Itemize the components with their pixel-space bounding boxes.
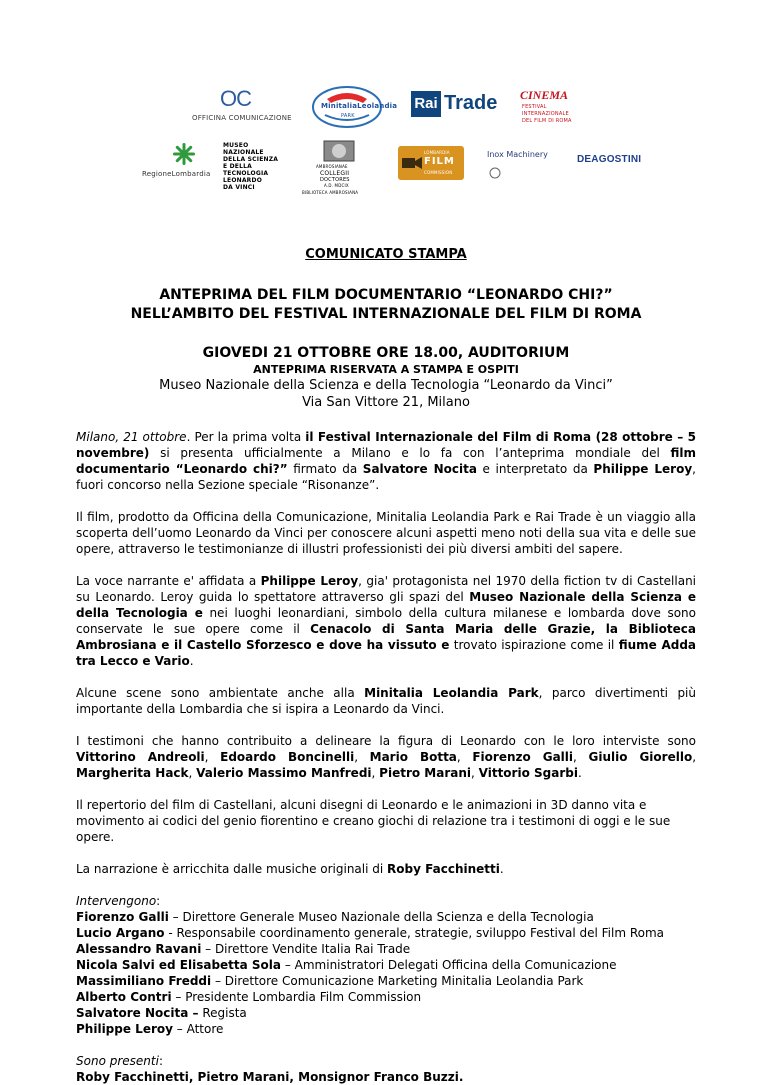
museo-line: DELLA SCIENZA xyxy=(223,156,279,163)
text-run: si presenta ufficialmente a Milano e lo fa con l’anteprima mondiale del xyxy=(149,446,671,460)
text-run: : xyxy=(158,1054,163,1068)
speakers-list xyxy=(76,893,696,1037)
cinema-festival-logo xyxy=(516,86,576,130)
ambrosiana-l4: A.D. MDCIX xyxy=(324,183,349,188)
separator: , xyxy=(204,750,221,764)
paragraph-film: Il film, prodotto da Officina della Comunicazione, Minitalia Leolandia Park e Rai Trade è un viaggio alla scoperta dell’uomo Leonardo da Vinci per conoscere alcuni aspetti meno noti della sua vita e delle sue opere, attraverso le testimonianze di illustri professionisti dei più diversi ambiti del sapere. xyxy=(76,510,696,556)
film-camera-icon xyxy=(402,154,422,172)
event-date: GIOVEDI 21 OTTOBRE ORE 18.00, AUDITORIUM xyxy=(202,345,570,361)
speaker-name: Lucio Argano xyxy=(76,926,165,940)
press-release xyxy=(76,247,696,1085)
bold-run: Philippe Leroy xyxy=(260,574,359,588)
lombardia-film-logo xyxy=(398,146,464,180)
speakers-label: Intervengono xyxy=(76,894,157,908)
rai-word: Trade xyxy=(444,92,498,114)
museo-line: TECNOLOGIA xyxy=(223,170,269,177)
text-run: : xyxy=(156,894,161,908)
speaker-row xyxy=(76,1021,696,1037)
speaker-role: – Presidente Lombardia Film Commission xyxy=(171,990,422,1004)
cinema-sub2: INTERNAZIONALE xyxy=(522,111,569,117)
sponsor-logos xyxy=(0,0,768,200)
speaker-name: Nicola Salvi ed Elisabetta Sola xyxy=(76,958,282,972)
speaker-row xyxy=(76,925,696,941)
lombardia-name: RegioneLombardia xyxy=(142,170,211,178)
lfc-top: LOMBARDIA xyxy=(424,150,450,155)
bold-run: film documentario “Leonardo chi?” xyxy=(76,446,696,476)
rai-trade-logo xyxy=(411,91,501,117)
speaker-name: Massimiliano Freddi xyxy=(76,974,212,988)
cinema-sub3: DEL FILM DI ROMA xyxy=(522,118,572,124)
text-run: , fuori concorso nella Sezione speciale “Risonanze”. xyxy=(76,462,696,492)
ambrosiana-emblem-icon xyxy=(323,140,355,162)
text-run: , parco divertimenti più importante della Lombardia che si ispira a Leonardo da Vinci. xyxy=(76,686,697,716)
paragraph-music xyxy=(76,861,696,877)
minitalia-sub: PARK xyxy=(341,113,355,119)
text-run: La voce narrante e' affidata a xyxy=(76,574,261,588)
speaker-name: Alberto Contri xyxy=(76,990,172,1004)
ambrosiana-l3: DOCTORES xyxy=(320,177,350,183)
inox-name: Inox Machinery xyxy=(487,150,548,159)
separator: , xyxy=(471,766,479,780)
witness-name: Valerio Massimo Manfredi xyxy=(196,766,372,780)
regione-lombardia-logo xyxy=(142,143,226,179)
document-label: COMUNICATO STAMPA xyxy=(305,247,467,262)
ambrosiana-l5: BIBLIOTECA AMBROSIANA xyxy=(302,190,359,195)
speaker-role: – Direttore Vendite Italia Rai Trade xyxy=(201,942,411,956)
rai-box: Rai xyxy=(411,91,441,117)
title-line-2: NELL’AMBITO DEL FESTIVAL INTERNAZIONALE DEL FILM DI ROMA xyxy=(130,306,642,322)
witness-name: Vittorino Andreoli xyxy=(76,750,205,764)
lfc-bot: COMMISSION xyxy=(424,170,453,175)
officina-name: OFFICINA COMUNICAZIONE xyxy=(192,114,292,122)
present-names xyxy=(76,1069,696,1085)
event-venue: Museo Nazionale della Scienza e della Tecnologia “Leonardo da Vinci” xyxy=(159,378,613,393)
bold-run: Cenacolo di Santa Maria delle Grazie, la Biblioteca Ambrosiana e il Castello Sforzesco e dove ha vissuto e xyxy=(76,622,696,652)
separator: , xyxy=(692,750,697,764)
present-label: Sono presenti xyxy=(76,1054,159,1068)
bold-run: Roby Facchinetti xyxy=(387,862,500,876)
museo-line: MUSEO xyxy=(223,142,249,149)
speaker-row xyxy=(76,989,696,1005)
witness-name: Fiorenzo Galli xyxy=(472,750,574,764)
present-names-text: Roby Facchinetti, Pietro Marani, Monsignor Franco Buzzi. xyxy=(76,1070,464,1084)
witness-name: Giulio Giorello xyxy=(588,750,693,764)
museo-line: E DELLA xyxy=(223,163,252,170)
title-line-1: ANTEPRIMA DEL FILM DOCUMENTARIO “LEONARDO CHI?” xyxy=(159,287,613,303)
museo-logo xyxy=(223,142,279,202)
deagostini-logo xyxy=(577,154,657,168)
officina-logo xyxy=(192,86,292,126)
speaker-name: Salvatore Nocita – xyxy=(76,1006,199,1020)
bold-run: il Festival Internazionale del Film di Roma (28 ottobre – 5 novembre) xyxy=(76,430,696,460)
ambrosiana-logo xyxy=(302,140,376,200)
present-heading xyxy=(76,1053,696,1069)
speaker-role: – Direttore Generale Museo Nazionale della Scienza e della Tecnologia xyxy=(168,910,594,924)
deagostini-name: DEAGOSTINI xyxy=(577,154,642,165)
speaker-row xyxy=(76,973,696,989)
bold-run: Salvatore Nocita xyxy=(362,462,477,476)
witness-name: Mario Botta xyxy=(369,750,457,764)
lombardia-rose-icon xyxy=(172,143,196,165)
inox-seal-icon xyxy=(489,167,501,179)
museo-line: NAZIONALE xyxy=(223,149,264,156)
witness-name: Margherita Hack xyxy=(76,766,189,780)
minitalia-logo xyxy=(311,85,398,129)
text-run: nei luoghi leonardiani, simbolo della cultura milanese e lombarda dove sono conservate le sue opere come il xyxy=(76,606,696,636)
text-run: La narrazione è arricchita dalle musiche originali di xyxy=(76,862,388,876)
text-run: Alcune scene sono ambientate anche alla xyxy=(76,686,365,700)
lfc-mid: FILM xyxy=(424,156,455,167)
witness-name: Vittorio Sgarbi xyxy=(478,766,578,780)
speaker-role: Regista xyxy=(198,1006,247,1020)
text-run: firmato da xyxy=(287,462,363,476)
separator: , xyxy=(456,750,473,764)
speakers-heading xyxy=(76,893,696,909)
museo-line: LEONARDO xyxy=(223,177,262,184)
paragraph-witnesses xyxy=(76,733,696,781)
text-run: , gia' protagonista nel 1970 della fiction tv di Castellani su Leonardo. Leroy guida lo spettatore attraverso gli spazi del xyxy=(76,574,697,604)
dateline: Milano, 21 ottobre xyxy=(76,430,187,444)
text-run: . Per la prima volta xyxy=(186,430,306,444)
speaker-row xyxy=(76,941,696,957)
present-list xyxy=(76,1053,696,1085)
bold-run: fiume Adda tra Lecco e Vario xyxy=(76,638,697,668)
separator: , xyxy=(188,766,197,780)
bold-run: Minitalia Leolandia Park xyxy=(364,686,539,700)
separator: , xyxy=(354,750,370,764)
separator: , xyxy=(371,766,380,780)
separator: , xyxy=(573,750,589,764)
speaker-row xyxy=(76,1005,696,1021)
text-run: . xyxy=(189,654,194,668)
ambrosiana-l2: COLLEGII xyxy=(320,170,350,177)
event-subtitle: ANTEPRIMA RISERVATA A STAMPA E OSPITI xyxy=(253,363,519,376)
minitalia-name: MinitaliaLeolandia xyxy=(321,102,398,110)
inox-machinery-logo xyxy=(487,150,559,180)
ambrosiana-l1: AMBROSIANAE xyxy=(316,164,348,169)
speaker-row xyxy=(76,957,696,973)
paragraph-narrator xyxy=(76,573,696,669)
speaker-name: Alessandro Ravani xyxy=(76,942,202,956)
paragraph-scenes xyxy=(76,685,696,717)
text-run: . xyxy=(499,862,504,876)
speaker-name: Fiorenzo Galli xyxy=(76,910,169,924)
paragraph-intro xyxy=(76,429,696,493)
speaker-role: – Direttore Comunicazione Marketing Minitalia Leolandia Park xyxy=(211,974,584,988)
event-address: Via San Vittore 21, Milano xyxy=(302,395,470,410)
speaker-role: – Attore xyxy=(172,1022,224,1036)
text-run: . xyxy=(577,766,582,780)
speaker-name: Philippe Leroy xyxy=(76,1022,173,1036)
museo-line: DA VINCI xyxy=(223,184,255,191)
cinema-title: CINEMA xyxy=(520,88,569,102)
witness-name: Edoardo Boncinelli xyxy=(220,750,355,764)
bold-run: Museo Nazionale della Scienza e della Tecnologia e xyxy=(76,590,697,620)
speaker-role: – Amministratori Delegati Officina della Comunicazione xyxy=(281,958,617,972)
speaker-role: - Responsabile coordinamento generale, strategie, sviluppo Festival del Film Roma xyxy=(164,926,665,940)
cinema-sub1: FESTIVAL xyxy=(522,104,547,110)
bold-run: Philippe Leroy xyxy=(593,462,693,476)
paragraph-repertoire: Il repertorio del film di Castellani, alcuni disegni di Leonardo e le animazioni in 3D danno vita e movimento ai codici del genio fiorentino e creano giochi di relazione tra i testimoni di oggi e le sue opere. xyxy=(76,798,671,844)
witness-name: Pietro Marani xyxy=(379,766,471,780)
officina-mark: OC xyxy=(220,86,251,111)
speaker-row xyxy=(76,909,696,925)
text-run: e interpretato da xyxy=(476,462,594,476)
text-run: I testimoni che hanno contribuito a delineare la figura di Leonardo con le loro interviste sono xyxy=(76,734,696,748)
text-run: trovato ispirazione come il xyxy=(449,638,619,652)
